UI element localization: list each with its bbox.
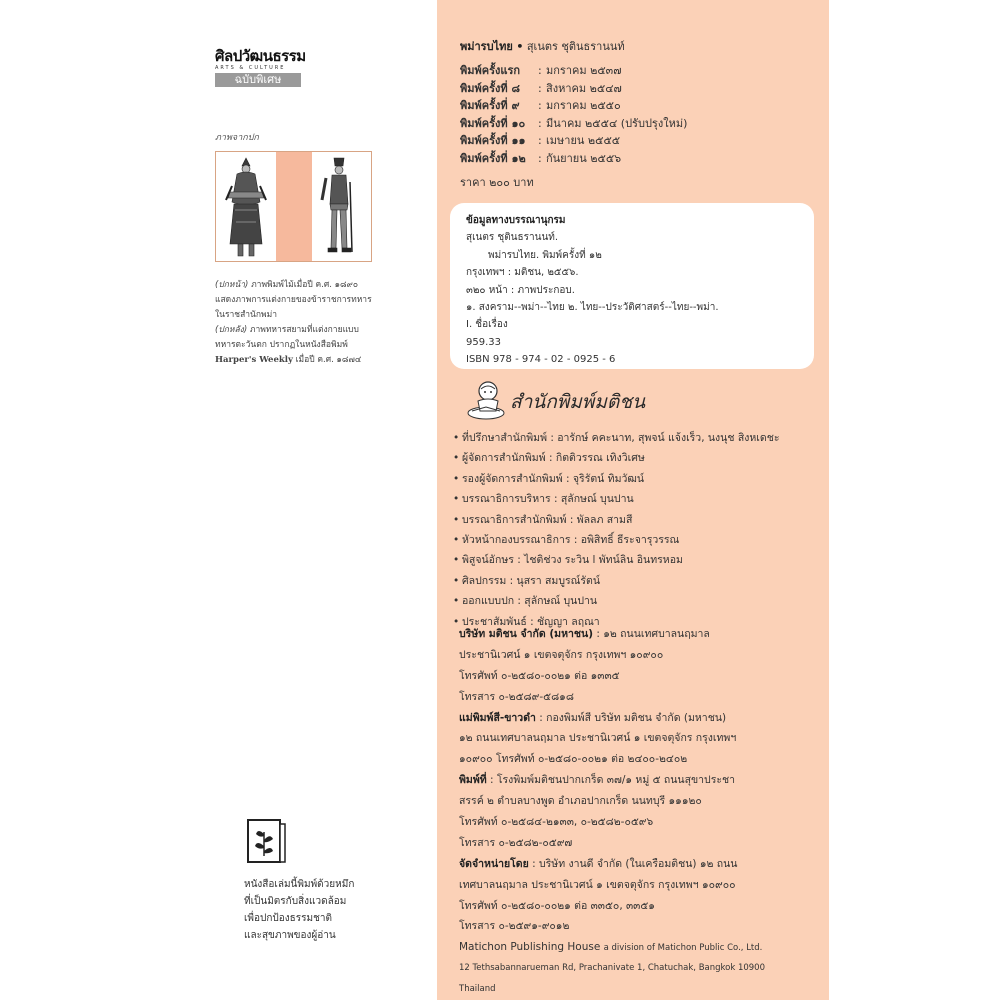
printer-phone: โทรศัพท์ ๐-๒๕๘๔-๒๑๓๓, ๐-๒๕๘๒-๐๕๙๖	[459, 816, 654, 829]
staff-item: • รองผู้จัดการสำนักพิมพ์ : จุริรัตน์ ทิมวัฒน์	[453, 472, 645, 485]
english-country: Thailand	[459, 984, 496, 995]
edition-label: พิมพ์ครั้งที่ ๑๑	[460, 134, 526, 147]
edition-label: พิมพ์ครั้งที่ ๘	[460, 81, 520, 95]
edition-row: พิมพ์ครั้งที่ ๙ : มกราคม ๒๕๕๐	[460, 97, 687, 115]
company-phone: โทรศัพท์ ๐-๒๕๘๐-๐๐๒๑ ต่อ ๑๓๓๕	[459, 669, 620, 682]
cover-caption-heading: ภาพจากปก	[215, 133, 259, 143]
edition-row: พิมพ์ครั้งที่ ๑๑ : เมษายน ๒๕๕๕	[460, 132, 687, 150]
book-author: สุเนตร ชุตินธรานนท์	[526, 40, 625, 53]
edition-list	[460, 62, 687, 167]
edition-label: พิมพ์ครั้งแรก	[460, 64, 521, 77]
catalog-box	[450, 203, 814, 369]
catalog-line: 959.33	[466, 336, 501, 348]
edition-date: มกราคม ๒๕๕๐	[546, 99, 621, 112]
cover-caption-text	[215, 278, 375, 368]
publisher-mascot-icon	[466, 377, 508, 421]
distributor-fax: โทรสาร ๐-๒๕๙๑-๙๐๑๒	[459, 920, 570, 933]
plates-address: ๑๒ ถนนเทศบาลนฤมาล ประชานิเวศน์ ๑ เขตจตุจักร กรุงเทพฯ	[459, 732, 737, 745]
eco-print-icon	[246, 818, 288, 864]
eco-note-line: เพื่อปกป้องธรรมชาติ	[244, 913, 332, 924]
staff-item: • ออกแบบปก : สุลักษณ์ บุนปาน	[453, 595, 598, 608]
printer-label: พิมพ์ที่	[459, 774, 487, 787]
back-cover-source: Harper's Weekly	[215, 355, 293, 365]
edition-label: พิมพ์ครั้งที่ ๑๐	[460, 116, 526, 130]
siamese-soldier-figure	[322, 158, 352, 252]
catalog-line: กรุงเทพฯ : มติชน, ๒๕๕๖.	[466, 267, 579, 279]
plates-label: แม่พิมพ์สี-ขาวดำ	[459, 711, 536, 724]
burmese-official-figure	[226, 158, 266, 256]
plates-line: แม่พิมพ์สี-ขาวดำ : กองพิมพ์สี บริษัท มติชน จำกัด (มหาชน)	[459, 711, 727, 724]
company-line: บริษัท มติชน จำกัด (มหาชน) : ๑๒ ถนนเทศบาลนฤมาล	[459, 628, 710, 640]
distributor-phone: โทรศัพท์ ๐-๒๕๘๐-๐๐๒๑ ต่อ ๓๓๕๐, ๓๓๕๑	[459, 899, 655, 912]
plates-phone: ๑๐๙๐๐ โทรศัพท์ ๐-๒๕๘๐-๐๐๒๑ ต่อ ๒๔๐๐-๒๔๐๒	[459, 753, 688, 766]
printer-address: สรรค์ ๒ ตำบลบางพูด อำเภอปากเกร็ด นนทบุรี ๑๑๑๒๐	[459, 795, 702, 808]
catalog-line: I. ชื่อเรื่อง	[466, 319, 508, 331]
book-title-line	[460, 37, 625, 55]
eco-note-line: และสุขภาพของผู้อ่าน	[244, 930, 336, 941]
edition-date: มีนาคม ๒๕๕๔ (ปรับปรุงใหม่)	[546, 116, 688, 130]
edition-label: พิมพ์ครั้งที่ ๑๒	[460, 151, 526, 165]
catalog-line: ๑. สงคราม--พม่า--ไทย ๒. ไทย--ประวัติศาสตร์--ไทย--พม่า.	[466, 301, 719, 313]
logo-title: ศิลปวัฒนธรรม	[215, 47, 306, 65]
magazine-logo	[215, 47, 306, 92]
staff-item: • ประชาสัมพันธ์ : ชัญญา ลฤณา	[453, 615, 600, 628]
soldier-illustrations	[216, 152, 373, 263]
cover-images	[215, 151, 372, 262]
publisher-info	[459, 624, 769, 1000]
catalog-line: ISBN 978 - 974 - 02 - 0925 - 6	[466, 354, 616, 366]
edition-row: พิมพ์ครั้งที่ ๘ : สิงหาคม ๒๕๔๗	[460, 80, 687, 98]
eco-note-line: หนังสือเล่มนี้พิมพ์ด้วยหมึก	[244, 879, 355, 890]
title-bullet: •	[516, 40, 524, 53]
edition-date: มกราคม ๒๕๓๗	[546, 64, 622, 77]
front-cover-label: (ปกหน้า)	[215, 280, 249, 290]
staff-item: • พิสูจน์อักษร : ไชติช่วง ระวิน l พัทน์ลิน อินทรหอม	[453, 554, 683, 567]
publisher-brand	[466, 377, 676, 421]
staff-item: • ที่ปรึกษาสำนักพิมพ์ : อารักษ์ คคะนาท, สุพจน์ แจ้งเร็ว, นงนุช สิงหเดชะ	[453, 432, 780, 444]
edition-row: พิมพ์ครั้งแรก : มกราคม ๒๕๓๗	[460, 62, 687, 80]
back-cover-year: เมื่อปี ค.ศ. ๑๘๗๔	[295, 355, 362, 365]
edition-row: พิมพ์ครั้งที่ ๑๒ : กันยายน ๒๕๕๖	[460, 150, 687, 168]
printer-fax: โทรสาร ๐-๒๕๘๒-๐๕๙๗	[459, 836, 573, 849]
company-fax: โทรสาร ๐-๒๕๘๙-๕๘๑๘	[459, 690, 574, 703]
distributor-address: เทศบาลนฤมาล ประชานิเวศน์ ๑ เขตจตุจักร กรุงเทพฯ ๑๐๙๐๐	[459, 878, 736, 891]
staff-list	[453, 428, 779, 632]
english-publisher-line: Matichon Publishing House a division of Matichon Public Co., Ltd.	[459, 941, 763, 954]
edition-date: กันยายน ๒๕๕๖	[546, 151, 622, 165]
staff-item: • หัวหน้ากองบรรณาธิการ : อพิสิทธิ์ ธีระจารุวรรณ	[453, 533, 680, 546]
staff-item: • บรรณาธิการบริหาร : สุลักษณ์ บุนปาน	[453, 493, 634, 506]
front-cover-text: ภาพพิมพ์ไม้เมื่อปี ค.ศ. ๑๘๙๐ แสดงภาพการแต่งกายของข้าราชการทหารในราชสำนักพม่า	[215, 280, 372, 320]
company-name: บริษัท มติชน จำกัด (มหาชน)	[459, 628, 594, 640]
catalog-heading: ข้อมูลทางบรรณานุกรม	[466, 215, 566, 226]
edition-label: พิมพ์ครั้งที่ ๙	[460, 99, 520, 112]
edition-date: สิงหาคม ๒๕๔๗	[546, 81, 622, 95]
back-cover-label: (ปกหลัง)	[215, 325, 248, 335]
logo-tag: ฉบับพิเศษ	[215, 73, 301, 87]
edition-date: เมษายน ๒๕๕๕	[546, 134, 621, 147]
publisher-brand-name: สำนักพิมพ์มติชน	[510, 391, 646, 413]
staff-item: • ผู้จัดการสำนักพิมพ์ : กิตติวรรณ เทิงวิเศษ	[453, 452, 645, 465]
catalog-line: ๓๒๐ หน้า : ภาพประกอบ.	[466, 284, 575, 296]
english-address: 12 Tethsabannarueman Rd, Prachanivate 1, Chatuchak, Bangkok 10900	[459, 963, 765, 974]
printer-line: พิมพ์ที่ : โรงพิมพ์มติชนปากเกร็ด ๓๗/๑ หมู่ ๕ ถนนสุขาประชา	[459, 774, 736, 787]
distributor-line: จัดจำหน่ายโดย : บริษัท งานดี จำกัด (ในเครือมติชน) ๑๒ ถนน	[459, 857, 738, 870]
company-address: ประชานิเวศน์ ๑ เขตจตุจักร กรุงเทพฯ ๑๐๙๐๐	[459, 648, 664, 661]
distributor-label: จัดจำหน่ายโดย	[459, 857, 529, 870]
price: ราคา ๒๐๐ บาท	[460, 176, 534, 189]
eco-note-line: ที่เป็นมิตรกับสิ่งแวดล้อม	[244, 896, 347, 907]
edition-row: พิมพ์ครั้งที่ ๑๐ : มีนาคม ๒๕๕๔ (ปรับปรุงใหม่)	[460, 115, 687, 133]
staff-item: • บรรณาธิการสำนักพิมพ์ : พัลลภ สามสี	[453, 513, 633, 526]
eco-note	[244, 876, 384, 944]
logo-subtitle: ARTS & CULTURE	[215, 65, 286, 71]
catalog-line: สุเนตร ชุตินธรานนท์.	[466, 232, 559, 244]
catalog-line: พม่ารบไทย. พิมพ์ครั้งที่ ๑๒	[488, 249, 602, 261]
book-title: พม่ารบไทย	[460, 40, 513, 53]
staff-item: • ศิลปกรรม : นุสรา สมบูรณ์รัตน์	[453, 574, 601, 587]
english-publisher-name: Matichon Publishing House	[459, 941, 601, 954]
back-cover-text: ภาพทหารสยามที่แต่งกายแบบทหารตะวันตก ปรากฏในหนังสือพิมพ์	[215, 325, 359, 350]
